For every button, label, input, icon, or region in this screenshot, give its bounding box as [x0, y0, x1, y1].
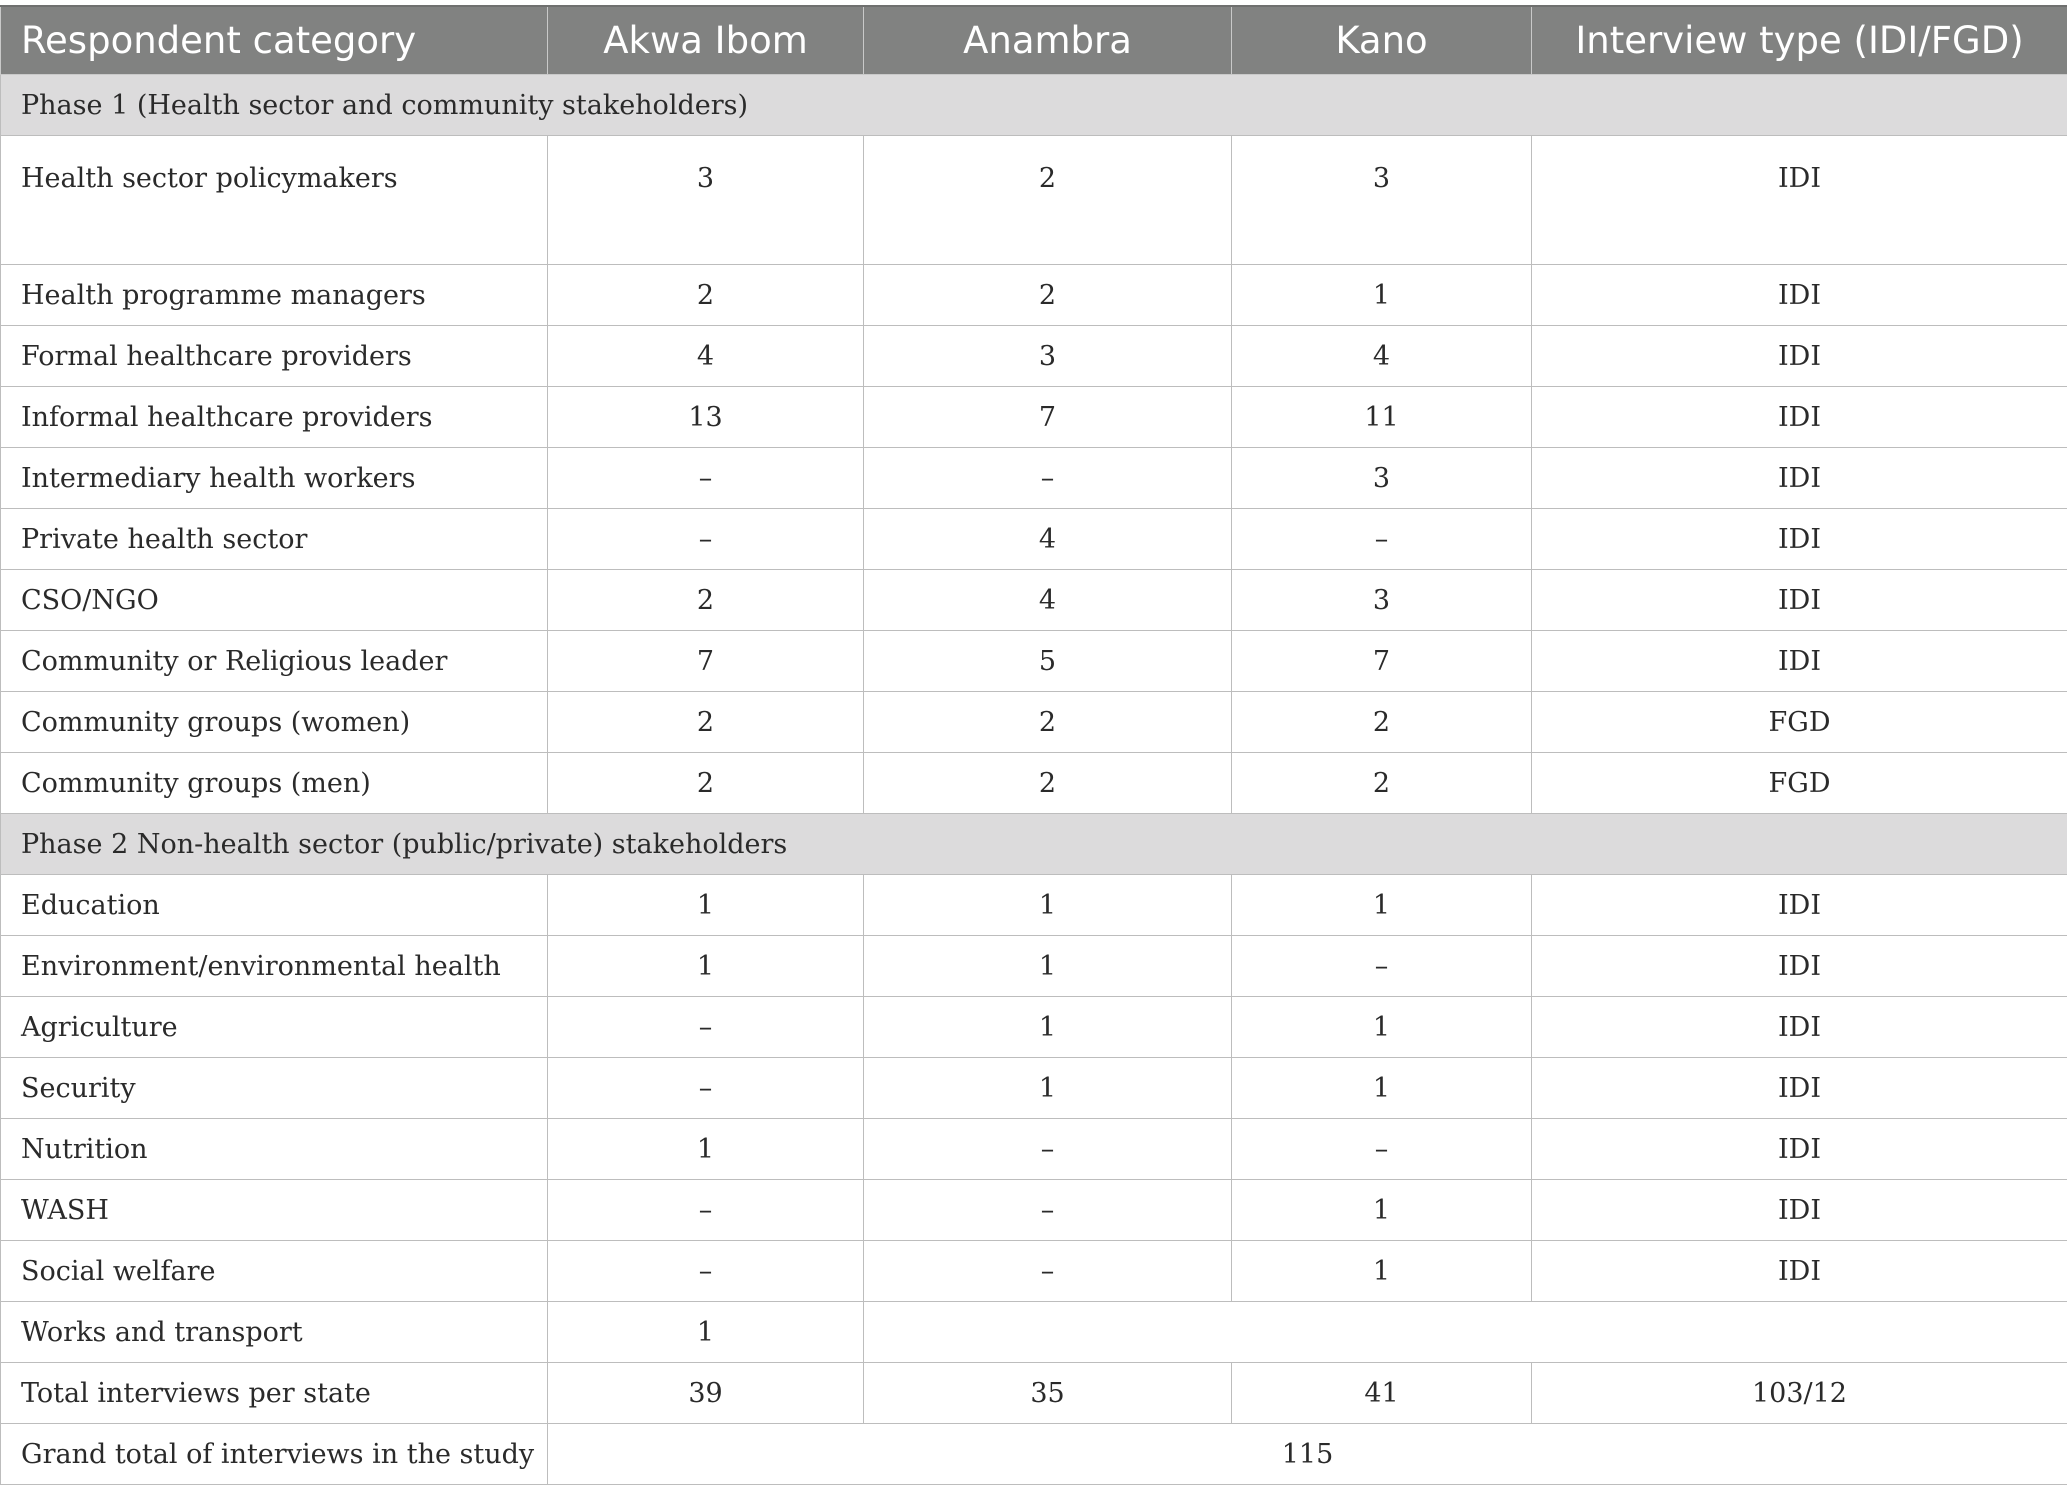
cell-kano: – [1232, 1119, 1532, 1180]
cell-interview-type: IDI [1532, 448, 2067, 509]
cell-anambra: 4 [864, 570, 1232, 631]
row-label: Agriculture [1, 997, 548, 1058]
cell-interview-type: IDI [1532, 570, 2067, 631]
cell-anambra: 2 [864, 692, 1232, 753]
total-interview-type: 103/12 [1532, 1363, 2067, 1424]
cell-interview-type: IDI [1532, 997, 2067, 1058]
table-row [1, 1119, 2067, 1180]
total-akwa-ibom: 39 [548, 1363, 864, 1424]
section-title-phase1: Phase 1 (Health sector and community stakeholders) [1, 75, 2067, 136]
grand-total-row [1, 1424, 2067, 1485]
cell-kano: 1 [1232, 875, 1532, 936]
row-label: Formal healthcare providers [1, 326, 548, 387]
cell-merged-empty [864, 1302, 2067, 1363]
cell-akwa-ibom: 2 [548, 265, 864, 326]
table-row-works-transport [1, 1302, 2067, 1363]
row-label: Education [1, 875, 548, 936]
cell-interview-type: FGD [1532, 753, 2067, 814]
cell-interview-type: IDI [1532, 875, 2067, 936]
cell-akwa-ibom: 2 [548, 570, 864, 631]
cell-anambra: 2 [864, 753, 1232, 814]
cell-interview-type: IDI [1532, 326, 2067, 387]
cell-anambra: – [864, 1119, 1232, 1180]
table-row [1, 753, 2067, 814]
table-row [1, 692, 2067, 753]
table-row [1, 326, 2067, 387]
cell-akwa-ibom: 1 [548, 875, 864, 936]
row-label: Social welfare [1, 1241, 548, 1302]
table-row [1, 265, 2067, 326]
grand-total-value: 115 [548, 1424, 2067, 1485]
header-anambra: Anambra [864, 6, 1232, 75]
row-label: Community or Religious leader [1, 631, 548, 692]
row-label: Health programme managers [1, 265, 548, 326]
row-label: WASH [1, 1180, 548, 1241]
header-akwa-ibom: Akwa Ibom [548, 6, 864, 75]
cell-anambra: 1 [864, 1058, 1232, 1119]
cell-akwa-ibom: – [548, 448, 864, 509]
cell-interview-type: IDI [1532, 631, 2067, 692]
row-label: Nutrition [1, 1119, 548, 1180]
cell-akwa-ibom: – [548, 1058, 864, 1119]
table-row [1, 1241, 2067, 1302]
cell-interview-type: IDI [1532, 936, 2067, 997]
totals-label: Total interviews per state [1, 1363, 548, 1424]
table-row [1, 997, 2067, 1058]
cell-kano: – [1232, 509, 1532, 570]
row-label: Intermediary health workers [1, 448, 548, 509]
cell-interview-type: IDI [1532, 136, 2067, 265]
cell-akwa-ibom: 7 [548, 631, 864, 692]
cell-kano: 1 [1232, 265, 1532, 326]
cell-interview-type: FGD [1532, 692, 2067, 753]
cell-anambra: 2 [864, 265, 1232, 326]
table-row [1, 1058, 2067, 1119]
table-row [1, 875, 2067, 936]
table-row [1, 1180, 2067, 1241]
cell-kano: 7 [1232, 631, 1532, 692]
row-label: Environment/environmental health [1, 936, 548, 997]
table-row [1, 387, 2067, 448]
cell-kano: 1 [1232, 1058, 1532, 1119]
cell-anambra: 1 [864, 875, 1232, 936]
row-label: Private health sector [1, 509, 548, 570]
cell-anambra: 1 [864, 997, 1232, 1058]
table-row [1, 136, 2067, 265]
cell-akwa-ibom: – [548, 1241, 864, 1302]
cell-interview-type: IDI [1532, 387, 2067, 448]
table-row [1, 570, 2067, 631]
row-label: Community groups (men) [1, 753, 548, 814]
header-interview-type: Interview type (IDI/FGD) [1532, 6, 2067, 75]
table-row [1, 631, 2067, 692]
cell-interview-type: IDI [1532, 1180, 2067, 1241]
cell-kano: 2 [1232, 692, 1532, 753]
cell-akwa-ibom: 2 [548, 692, 864, 753]
total-kano: 41 [1232, 1363, 1532, 1424]
table-row [1, 936, 2067, 997]
table-row [1, 448, 2067, 509]
cell-akwa-ibom: 1 [548, 1302, 864, 1363]
cell-akwa-ibom: – [548, 1180, 864, 1241]
cell-kano: 3 [1232, 570, 1532, 631]
row-label: Health sector policymakers [1, 136, 548, 265]
section-row-phase1 [1, 75, 2067, 136]
cell-interview-type: IDI [1532, 1241, 2067, 1302]
cell-kano: 2 [1232, 753, 1532, 814]
grand-total-label: Grand total of interviews in the study [1, 1424, 548, 1485]
cell-anambra: – [864, 448, 1232, 509]
header-kano: Kano [1232, 6, 1532, 75]
row-label: Security [1, 1058, 548, 1119]
respondent-table-container [0, 5, 2067, 1485]
cell-akwa-ibom: – [548, 997, 864, 1058]
cell-kano: 1 [1232, 997, 1532, 1058]
cell-kano: 1 [1232, 1241, 1532, 1302]
cell-kano: 11 [1232, 387, 1532, 448]
cell-akwa-ibom: 3 [548, 136, 864, 265]
respondent-table [0, 5, 2067, 1485]
cell-interview-type: IDI [1532, 265, 2067, 326]
cell-anambra: – [864, 1180, 1232, 1241]
cell-akwa-ibom: 13 [548, 387, 864, 448]
cell-kano: 1 [1232, 1180, 1532, 1241]
cell-interview-type: IDI [1532, 1058, 2067, 1119]
row-label: Works and transport [1, 1302, 548, 1363]
cell-akwa-ibom: 2 [548, 753, 864, 814]
cell-anambra: 7 [864, 387, 1232, 448]
totals-row [1, 1363, 2067, 1424]
cell-anambra: 4 [864, 509, 1232, 570]
cell-anambra: 3 [864, 326, 1232, 387]
header-row [1, 6, 2067, 75]
cell-akwa-ibom: – [548, 509, 864, 570]
cell-kano: 3 [1232, 448, 1532, 509]
row-label: Community groups (women) [1, 692, 548, 753]
total-anambra: 35 [864, 1363, 1232, 1424]
row-label: CSO/NGO [1, 570, 548, 631]
cell-anambra: 5 [864, 631, 1232, 692]
cell-akwa-ibom: 1 [548, 1119, 864, 1180]
cell-anambra: 2 [864, 136, 1232, 265]
cell-anambra: 1 [864, 936, 1232, 997]
cell-akwa-ibom: 1 [548, 936, 864, 997]
cell-kano: 4 [1232, 326, 1532, 387]
cell-akwa-ibom: 4 [548, 326, 864, 387]
row-label: Informal healthcare providers [1, 387, 548, 448]
table-row [1, 509, 2067, 570]
cell-kano: 3 [1232, 136, 1532, 265]
header-respondent-category: Respondent category [1, 6, 548, 75]
section-title-phase2: Phase 2 Non-health sector (public/private) stakeholders [1, 814, 2067, 875]
section-row-phase2 [1, 814, 2067, 875]
cell-interview-type: IDI [1532, 509, 2067, 570]
cell-anambra: – [864, 1241, 1232, 1302]
cell-interview-type: IDI [1532, 1119, 2067, 1180]
cell-kano: – [1232, 936, 1532, 997]
